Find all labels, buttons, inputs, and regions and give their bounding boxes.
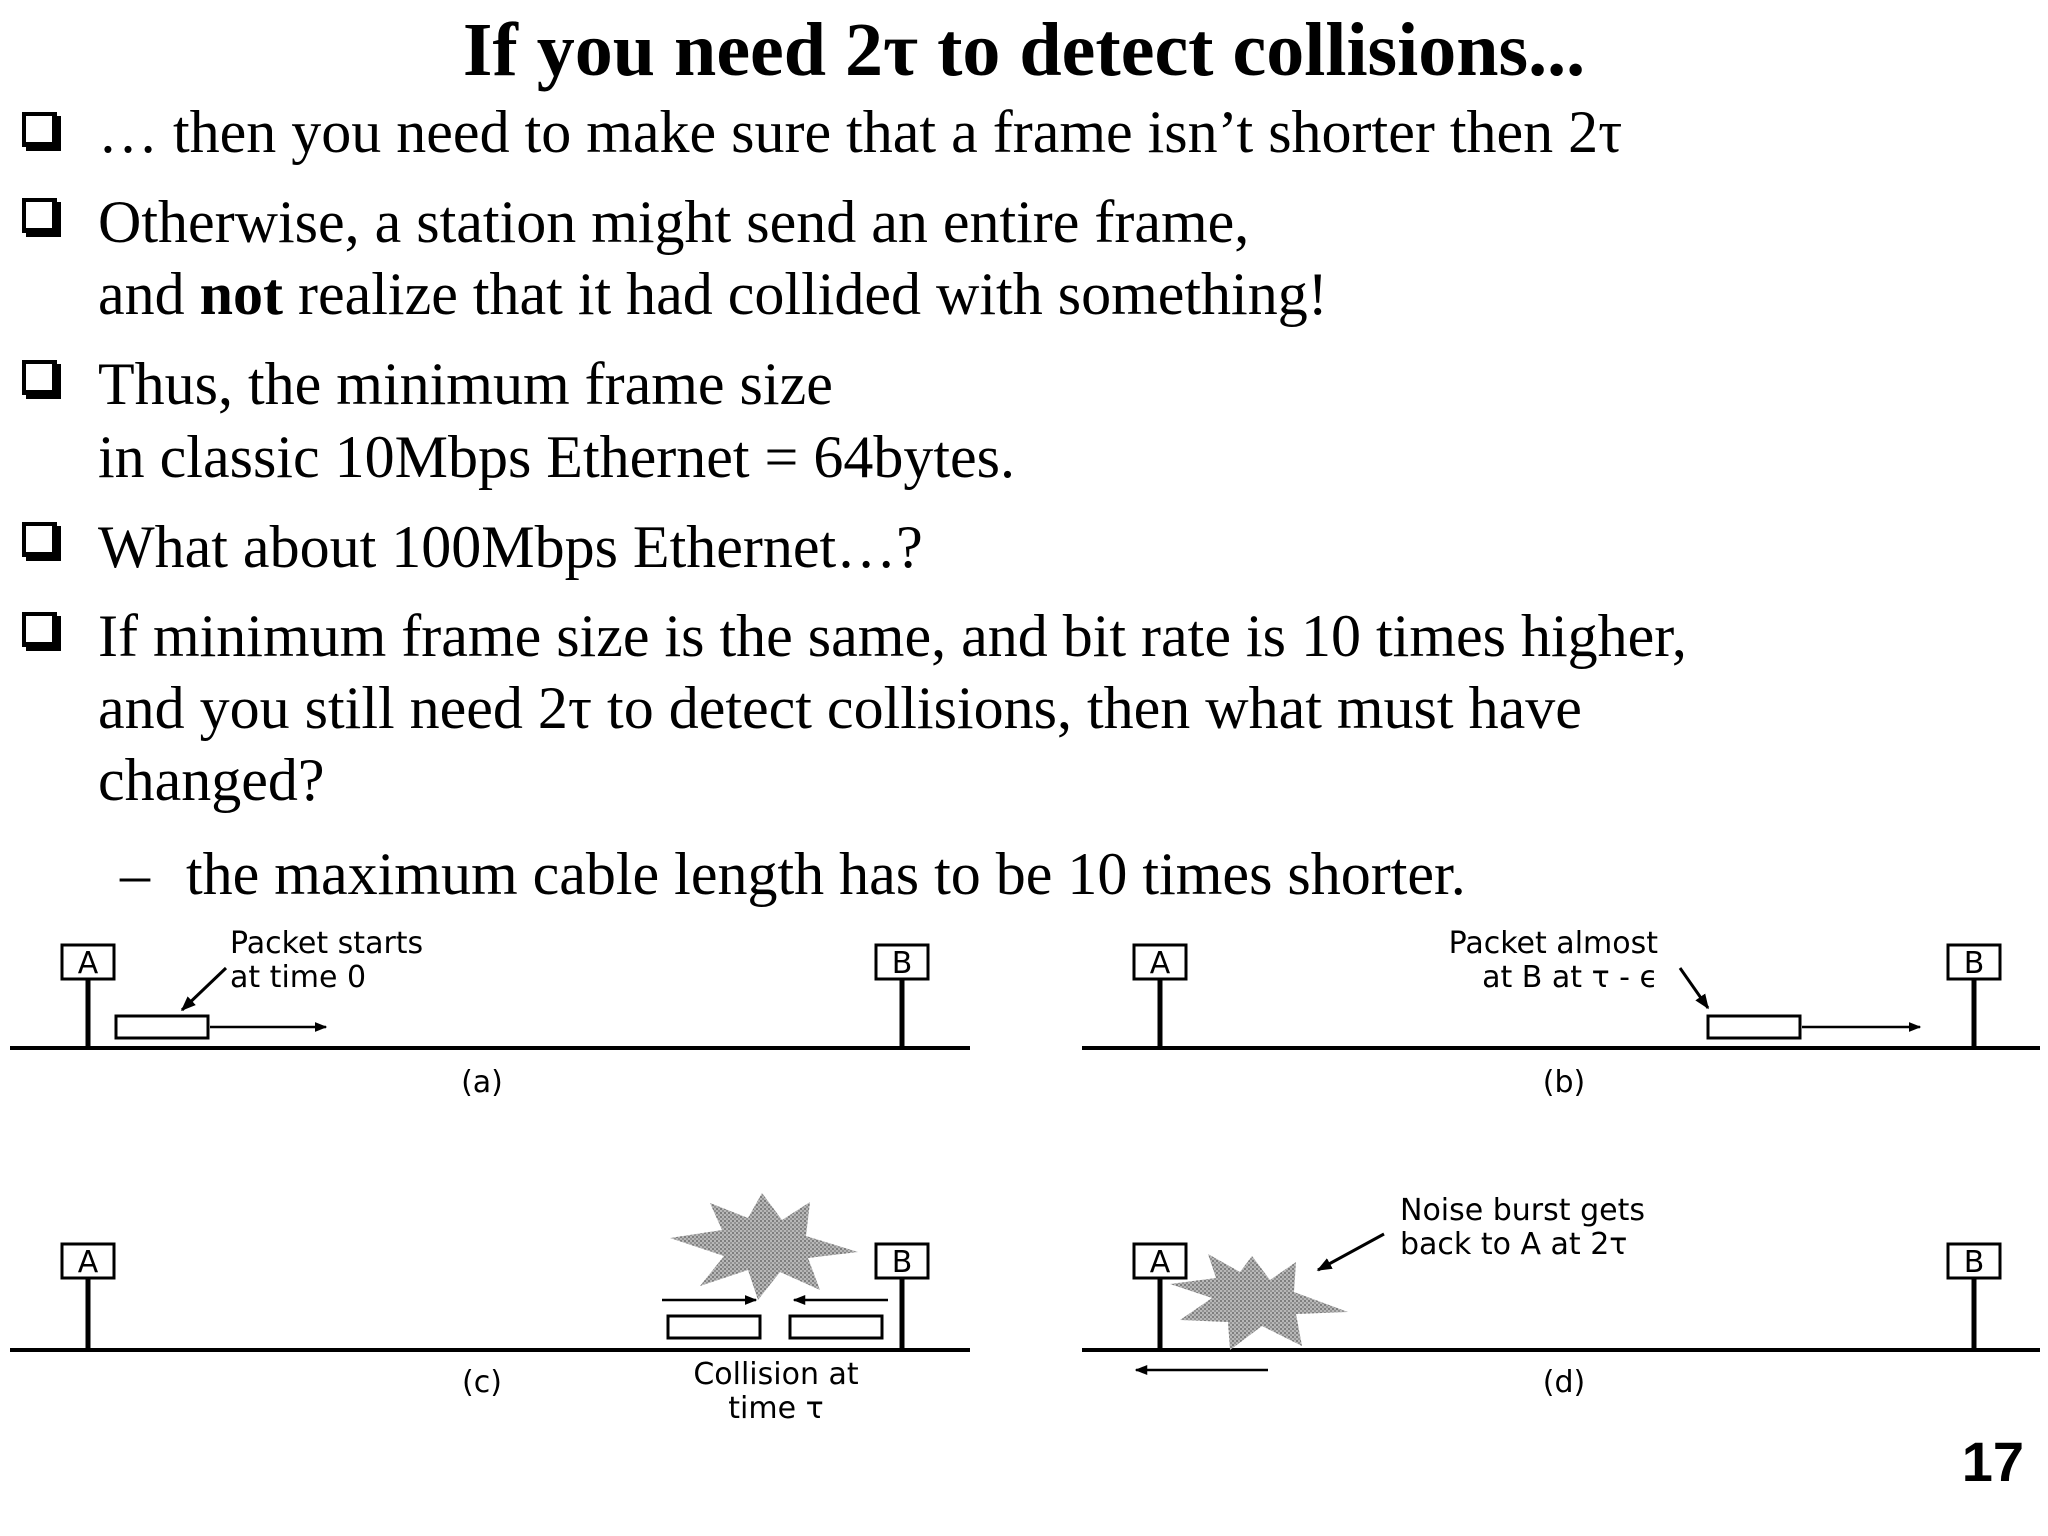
station-a-label: A — [1149, 1245, 1171, 1280]
annotation-line-1: Noise burst gets — [1400, 1193, 1645, 1228]
station-a-label: A — [1149, 946, 1171, 981]
annotation-line-1: Collision at — [693, 1357, 859, 1392]
panel-b — [1082, 926, 2040, 1100]
annotation-line-1: Packet almost — [1448, 926, 1658, 961]
packet-from-a — [668, 1316, 760, 1338]
bullet-5-line-1: If minimum frame size is the same, and bit rate is 10 times higher, — [98, 603, 1687, 669]
bullet-2-line-2: and not realize that it had collided with something! — [98, 261, 1328, 327]
noise-burst-icon — [670, 1193, 858, 1300]
station-a-label: A — [77, 946, 99, 981]
annotation-line-2: at time 0 — [230, 960, 367, 995]
bullet-2-line-1: Otherwise, a station might send an entire frame, — [98, 189, 1250, 255]
annotation-pointer-arrow — [182, 968, 226, 1010]
packet — [116, 1016, 208, 1038]
slide-title: If you need 2τ to detect collisions... — [462, 8, 1586, 92]
sub-bullet-dash: – — [120, 841, 150, 907]
panel-caption: (d) — [1542, 1365, 1586, 1400]
annotation-line-2: back to A at 2τ — [1400, 1227, 1628, 1262]
annotation-line-1: Packet starts — [230, 926, 424, 961]
bullet-1: … then you need to make sure that a frame isn’t shorter then 2τ — [98, 99, 1623, 165]
station-b-label: B — [891, 946, 913, 981]
sub-bullet: the maximum cable length has to be 10 times shorter. — [186, 841, 1466, 907]
packet-from-b — [790, 1316, 882, 1338]
annotation-pointer-arrow — [1680, 968, 1708, 1008]
station-a-label: A — [77, 1245, 99, 1280]
annotation-line-2: at B at τ - ϵ — [1482, 960, 1658, 995]
bullet-5-line-3: changed? — [98, 747, 325, 813]
panel-caption: (b) — [1542, 1065, 1586, 1100]
packet — [1708, 1016, 1800, 1038]
panel-a — [10, 926, 970, 1100]
station-b-label: B — [891, 1245, 913, 1280]
bullet-3-line-2: in classic 10Mbps Ethernet = 64bytes. — [98, 424, 1016, 490]
bullet-3-line-1: Thus, the minimum frame size — [98, 351, 833, 417]
annotation-pointer-arrow — [1318, 1234, 1384, 1270]
bullet-4: What about 100Mbps Ethernet…? — [98, 514, 923, 580]
annotation-line-2: time τ — [728, 1391, 824, 1426]
panel-caption: (c) — [462, 1365, 502, 1400]
panel-c — [10, 1193, 970, 1426]
panel-caption: (a) — [461, 1065, 503, 1100]
station-b-label: B — [1963, 946, 1985, 981]
bullet-5-line-2: and you still need 2τ to detect collisions, then what must have — [98, 675, 1582, 741]
page-number: 17 — [1961, 1430, 2024, 1493]
station-b-label: B — [1963, 1245, 1985, 1280]
emphasis-not: not — [199, 261, 283, 327]
panel-d — [1082, 1193, 2040, 1400]
